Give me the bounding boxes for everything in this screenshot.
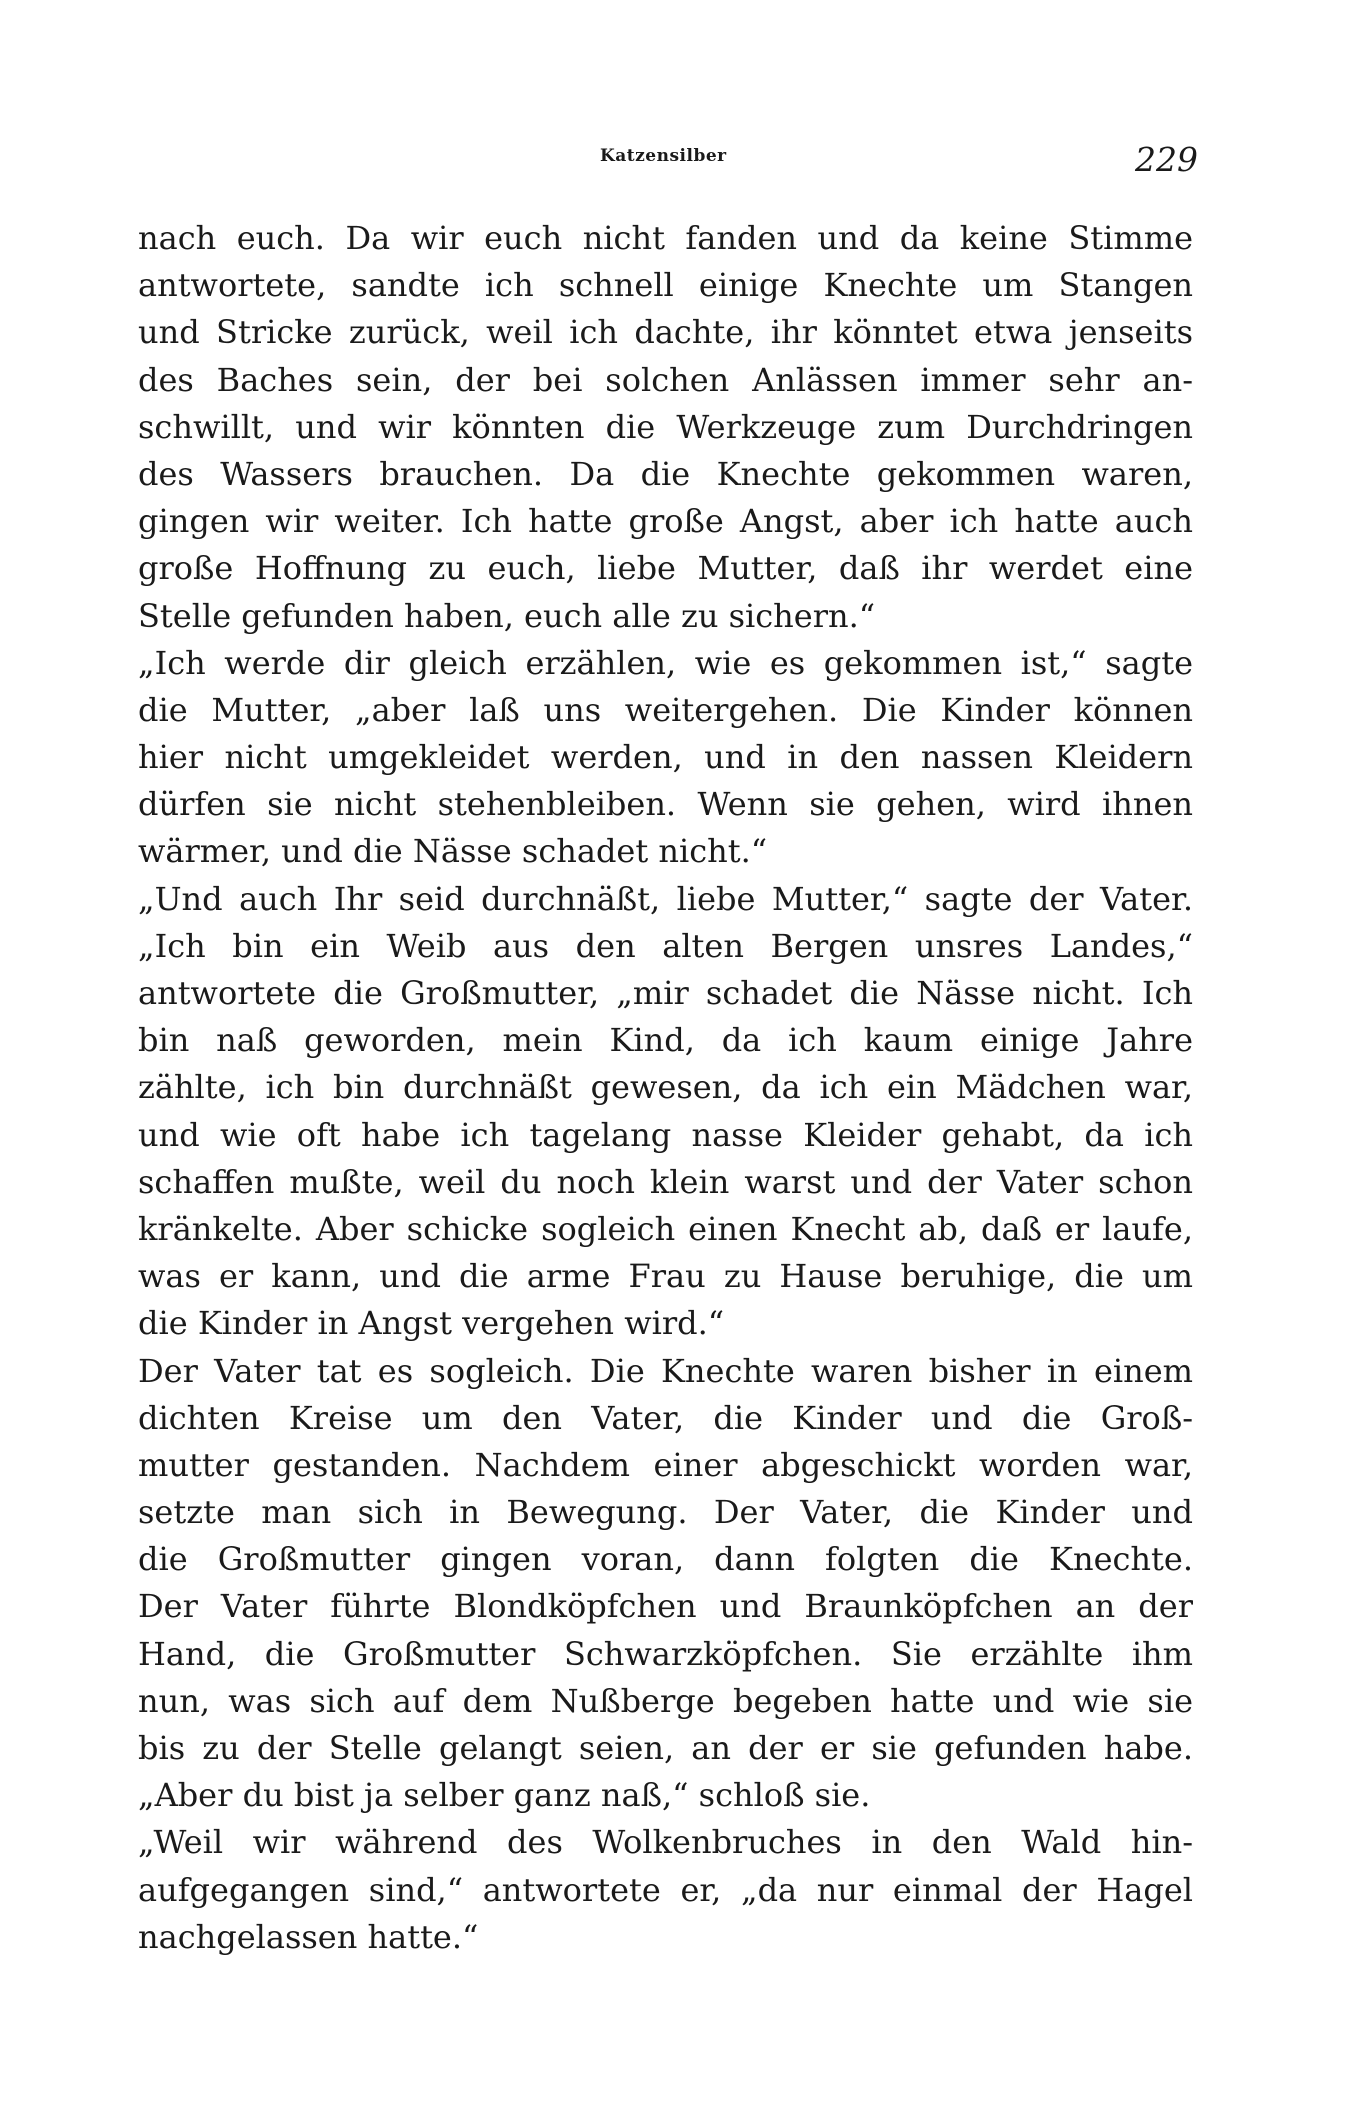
text-line: setzte man sich in Bewegung. Der Vater, die Kinder und [138,1493,1193,1532]
text-line: dürfen sie nicht stehenbleiben. Wenn sie gehen, wird ihnen [138,785,1193,824]
text-line: des Wassers brauchen. Da die Knechte gekommen waren, [138,454,1193,493]
text-line: große Hoffnung zu euch, liebe Mutter, daß ihr werdet eine [138,549,1193,588]
text-line: mutter gestanden. Nachdem einer abgeschickt worden war, [138,1445,1193,1484]
text-line: gingen wir weiter. Ich hatte große Angst, aber ich hatte auch [138,502,1193,541]
text-line: Hand, die Großmutter Schwarzköpfchen. Sie erzählte ihm [138,1634,1193,1673]
text-line: antwortete die Großmutter, „mir schadet die Nässe nicht. Ich [138,974,1193,1012]
text-line: und Stricke zurück, weil ich dachte, ihr könntet etwa jenseits [138,313,1193,352]
text-line: schwillt, und wir könnten die Werkzeuge zum Durchdringen [138,407,1193,446]
text-line: nun, was sich auf dem Nußberge begeben hatte und wie sie [138,1681,1193,1720]
text-line: „Ich bin ein Weib aus den alten Bergen unsres Landes,“ [138,926,1193,965]
text-line: hier nicht umgekleidet werden, und in den nassen Kleidern [138,738,1193,777]
text-line: antwortete, sandte ich schnell einige Knechte um Stangen [138,266,1193,305]
text-line: aufgegangen sind,“ antwortete er, „da nur einmal der Hagel [138,1870,1193,1909]
text-line: dichten Kreise um den Vater, die Kinder und die Groß- [138,1398,1193,1437]
text-line: kränkelte. Aber schicke sogleich einen Knecht ab, daß er laufe, [138,1209,1193,1248]
page-number: 229 [1135,140,1198,179]
text-line: die Großmutter gingen voran, dann folgten die Knechte. [138,1540,1193,1579]
text-line: Der Vater tat es sogleich. Die Knechte waren bisher in einem [138,1351,1193,1390]
text-line: schaffen mußte, weil du noch klein warst und der Vater schon [138,1162,1193,1201]
text-line: nachgelassen hatte.“ [138,1917,479,1956]
text-line: wärmer, und die Nässe schadet nicht.“ [138,832,768,871]
text-line: zählte, ich bin durchnäßt gewesen, da ich ein Mädchen war, [138,1068,1193,1107]
text-line: bin naß geworden, mein Kind, da ich kaum einige Jahre [138,1021,1193,1060]
text-line: Der Vater führte Blondköpfchen und Braunköpfchen an der [138,1587,1193,1626]
text-line: „Und auch Ihr seid durchnäßt, liebe Mutter,“ sagte der Vater. [138,879,1193,918]
text-line: nach euch. Da wir euch nicht fanden und da keine Stimme [138,219,1193,257]
running-title: Katzensilber [600,146,727,166]
text-line: „Weil wir während des Wolkenbruches in den Wald hin- [138,1823,1193,1862]
text-line: bis zu der Stelle gelangt seien, an der er sie gefunden habe. [138,1729,1193,1767]
text-line: des Baches sein, der bei solchen Anlässen immer sehr an- [138,360,1193,399]
body-text [138,215,1193,1961]
text-line: „Aber du bist ja selber ganz naß,“ schloß sie. [138,1776,871,1815]
text-line: was er kann, und die arme Frau zu Hause beruhige, die um [138,1257,1193,1296]
text-line: „Ich werde dir gleich erzählen, wie es gekommen ist,“ sagte [138,643,1193,682]
text-line: und wie oft habe ich tagelang nasse Kleider gehabt, da ich [138,1115,1193,1154]
text-line: die Mutter, „aber laß uns weitergehen. Die Kinder können [138,690,1193,729]
text-line: die Kinder in Angst vergehen wird.“ [138,1304,725,1343]
text-line: Stelle gefunden haben, euch alle zu sichern.“ [138,596,876,635]
